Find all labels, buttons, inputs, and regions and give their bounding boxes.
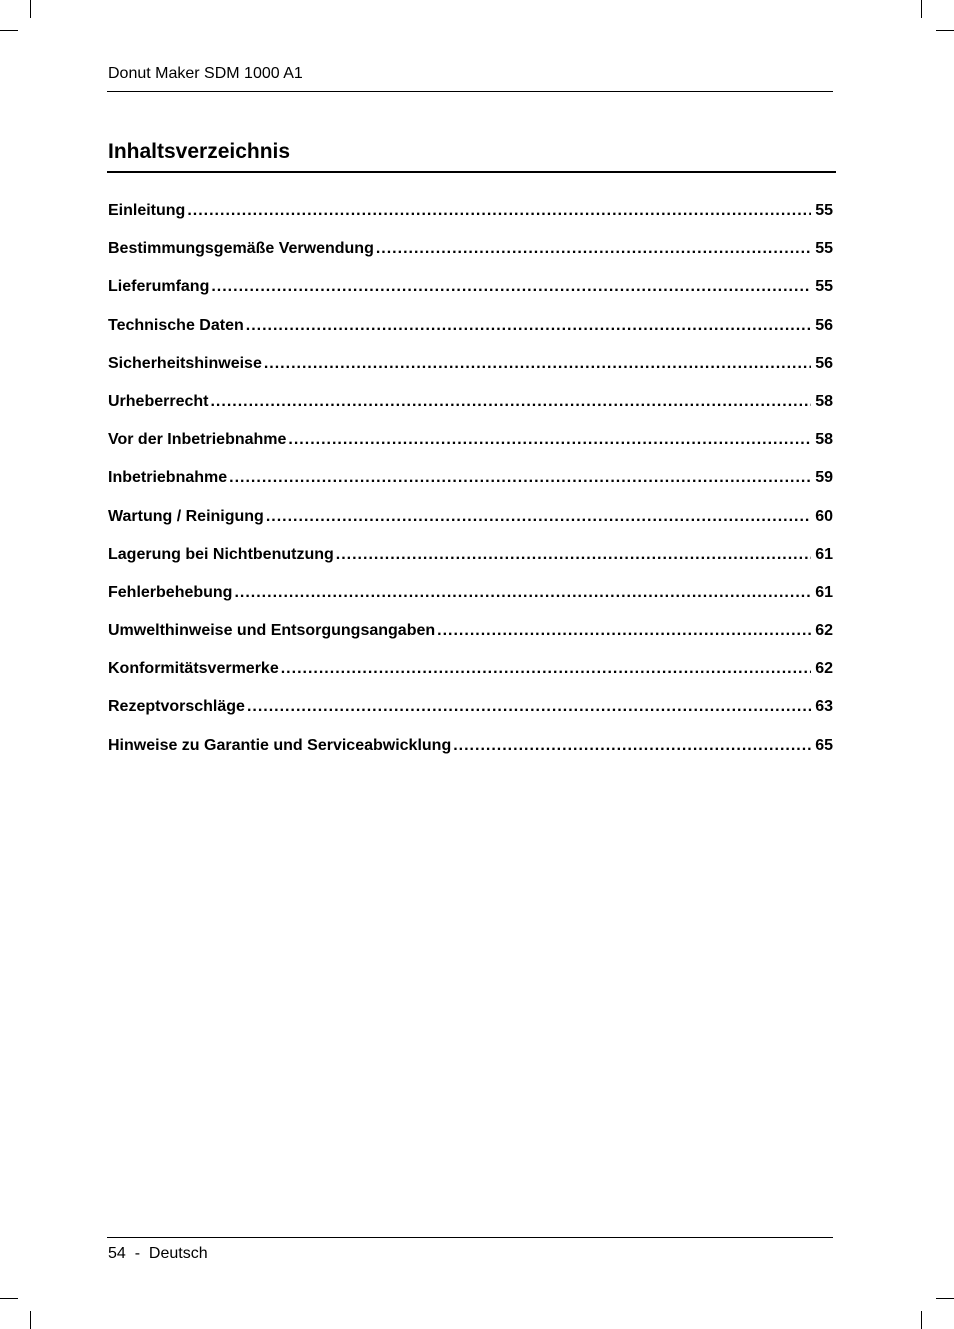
toc-entry[interactable]: [108, 582, 833, 620]
toc-dot-leader: [266, 506, 811, 528]
toc-dot-leader: [210, 391, 811, 413]
toc-entry-label: Rezeptvorschläge: [108, 698, 245, 716]
toc-entry[interactable]: [108, 620, 833, 658]
toc-entry[interactable]: [108, 276, 833, 314]
toc-entry-label: Bestimmungsgemäße Verwendung: [108, 240, 374, 258]
toc-dot-leader: [264, 353, 811, 375]
crop-mark-bottom-left: [30, 1311, 31, 1329]
toc-entry-page: 61: [815, 583, 833, 601]
toc-entry[interactable]: [108, 506, 833, 544]
toc-entry[interactable]: [108, 467, 833, 505]
toc-entry-page: 60: [815, 507, 833, 525]
toc-dot-leader: [288, 429, 811, 451]
toc-entry-page: 55: [815, 202, 833, 219]
toc-entry-page: 62: [815, 660, 833, 678]
crop-mark-bottom-right: [936, 1298, 954, 1299]
toc-entry-label: Umwelthinweise und Entsorgungsangaben: [108, 622, 436, 640]
toc-entry[interactable]: [108, 200, 833, 238]
toc-entry-page: 58: [815, 392, 833, 410]
crop-mark-top-left: [30, 0, 31, 18]
toc-entry-page: 55: [815, 240, 833, 258]
crop-mark-bottom-left: [0, 1298, 18, 1299]
toc-entry[interactable]: [108, 429, 833, 467]
toc-dot-leader: [247, 696, 811, 718]
running-header-title: Donut Maker SDM 1000 A1: [108, 65, 303, 82]
toc-entry-page: 65: [815, 736, 833, 754]
page-number: 54: [108, 1245, 126, 1262]
toc-dot-leader: [453, 735, 811, 757]
toc-entry-label: Lagerung bei Nichtbenutzung: [108, 545, 334, 563]
footer-divider: [107, 1237, 833, 1238]
toc-dot-leader: [376, 238, 811, 260]
toc-entry-page: 61: [815, 545, 833, 563]
toc-entry-page: 63: [815, 698, 833, 716]
crop-mark-bottom-right: [921, 1311, 922, 1329]
toc-entry[interactable]: [108, 238, 833, 276]
header-divider: [107, 91, 833, 92]
toc-entry[interactable]: [108, 315, 833, 353]
toc-heading: Inhaltsverzeichnis: [108, 140, 291, 163]
toc-entry-label: Konformitätsvermerke: [108, 660, 279, 678]
toc-entry-label: Wartung / Reinigung: [108, 507, 264, 525]
toc-entry-page: 56: [815, 316, 833, 334]
toc-dot-leader: [246, 315, 811, 337]
toc-entry-label: Sicherheitshinweise: [108, 354, 262, 372]
toc-entry-page: 55: [815, 278, 833, 296]
toc-dot-leader: [234, 582, 811, 604]
toc-entry[interactable]: [108, 735, 833, 773]
toc-list: [108, 200, 833, 773]
page-footer: [108, 1244, 208, 1264]
crop-mark-top-left: [0, 30, 18, 31]
toc-dot-leader: [211, 276, 811, 298]
toc-dot-leader: [229, 467, 811, 489]
toc-dot-leader: [281, 658, 811, 680]
toc-entry[interactable]: [108, 544, 833, 582]
crop-mark-top-right: [936, 30, 954, 31]
toc-dot-leader: [336, 544, 811, 566]
footer-separator: -: [134, 1245, 141, 1262]
toc-entry-page: 58: [815, 431, 833, 449]
toc-entry-page: 62: [815, 622, 833, 640]
toc-entry-page: 59: [815, 469, 833, 487]
toc-entry[interactable]: [108, 696, 833, 734]
toc-entry-label: Fehlerbehebung: [108, 583, 233, 601]
crop-mark-top-right: [921, 0, 922, 18]
toc-entry[interactable]: [108, 353, 833, 391]
toc-entry-label: Inbetriebnahme: [108, 469, 228, 487]
toc-entry-label: Vor der Inbetriebnahme: [108, 431, 287, 449]
toc-entry[interactable]: [108, 658, 833, 696]
footer-language: Deutsch: [148, 1245, 208, 1262]
toc-entry[interactable]: [108, 391, 833, 429]
toc-entry-label: Technische Daten: [108, 316, 244, 334]
toc-dot-leader: [437, 620, 811, 642]
heading-divider: [107, 171, 836, 173]
toc-entry-label: Einleitung: [108, 202, 186, 219]
toc-entry-label: Urheberrecht: [108, 392, 209, 410]
toc-entry-label: Hinweise zu Garantie und Serviceabwicklung: [108, 736, 452, 754]
toc-dot-leader: [187, 200, 811, 222]
toc-entry-page: 56: [815, 354, 833, 372]
toc-entry-label: Lieferumfang: [108, 278, 210, 296]
